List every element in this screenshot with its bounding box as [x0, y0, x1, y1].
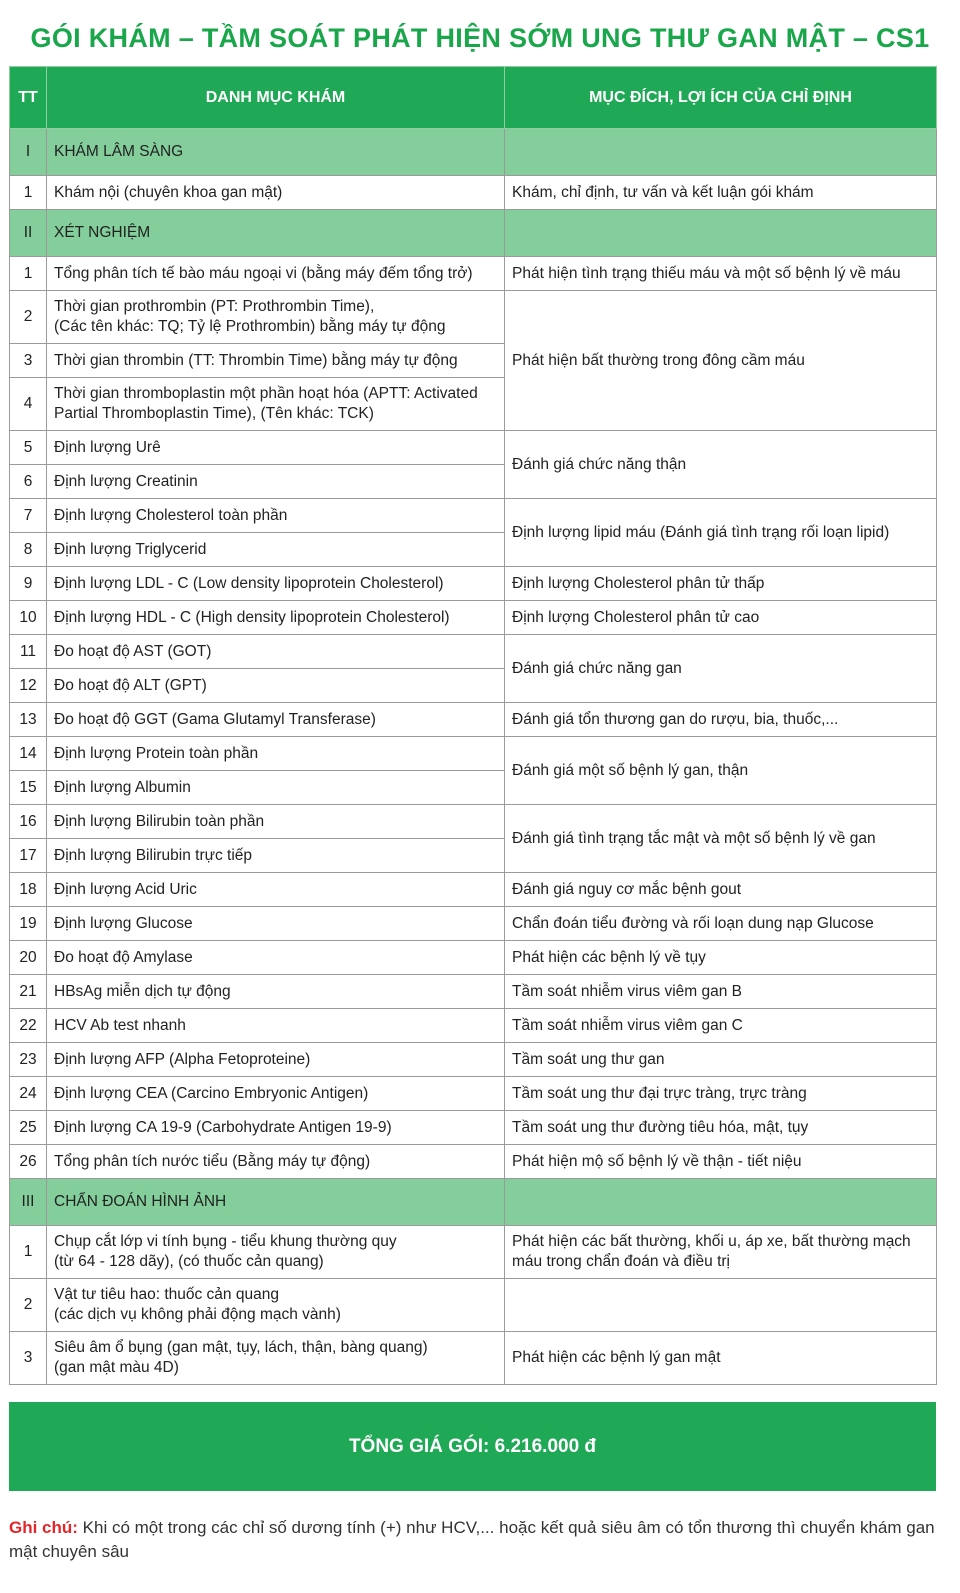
row-number: 6	[10, 465, 47, 499]
row-purpose: Phát hiện tình trạng thiếu máu và một số bệnh lý về máu	[505, 257, 937, 291]
page-title: GÓI KHÁM – TẦM SOÁT PHÁT HIỆN SỚM UNG THƯ GAN MẬT – CS1	[30, 23, 930, 53]
row-item: Tổng phân tích tế bào máu ngoại vi (bằng máy đếm tổng trở)	[47, 257, 505, 291]
table-row	[10, 1145, 937, 1179]
row-item-line: Partial Thromboplastin Time), (Tên khác: TCK)	[54, 405, 374, 422]
row-item: HCV Ab test nhanh	[47, 1009, 505, 1043]
section-row	[10, 1179, 937, 1226]
row-item: HBsAg miễn dịch tự động	[47, 975, 505, 1009]
row-item	[47, 1279, 505, 1332]
row-item-line: (các dịch vụ không phải động mạch vành)	[54, 1306, 341, 1323]
row-number: 26	[10, 1145, 47, 1179]
row-item: Định lượng AFP (Alpha Fetoproteine)	[47, 1043, 505, 1077]
row-purpose: Phát hiện bất thường trong đông cầm máu	[505, 291, 937, 431]
section-name: XÉT NGHIỆM	[47, 210, 505, 257]
row-number: 4	[10, 378, 47, 431]
row-number: 11	[10, 635, 47, 669]
row-item: Đo hoạt độ Amylase	[47, 941, 505, 975]
row-number: 13	[10, 703, 47, 737]
table-header	[10, 67, 937, 129]
row-item-line: (gan mật màu 4D)	[54, 1359, 179, 1376]
row-number: 3	[10, 344, 47, 378]
row-purpose: Tầm soát ung thư đại trực tràng, trực tràng	[505, 1077, 937, 1111]
row-number: 21	[10, 975, 47, 1009]
row-item: Định lượng Creatinin	[47, 465, 505, 499]
section-row	[10, 210, 937, 257]
row-purpose-line: máu trong chẩn đoán và điều trị	[512, 1253, 730, 1270]
table-row	[10, 1279, 937, 1332]
row-item: Định lượng HDL - C (High density lipoprotein Cholesterol)	[47, 601, 505, 635]
row-item	[47, 291, 505, 344]
section-number: II	[10, 210, 47, 257]
row-number: 5	[10, 431, 47, 465]
row-number: 10	[10, 601, 47, 635]
table-row	[10, 257, 937, 291]
row-purpose: Tầm soát nhiễm virus viêm gan B	[505, 975, 937, 1009]
row-number: 14	[10, 737, 47, 771]
row-number: 15	[10, 771, 47, 805]
row-number: 17	[10, 839, 47, 873]
row-item-line: (Các tên khác: TQ; Tỷ lệ Prothrombin) bằng máy tự động	[54, 318, 446, 335]
table-row	[10, 567, 937, 601]
section-number: III	[10, 1179, 47, 1226]
row-item: Định lượng Protein toàn phần	[47, 737, 505, 771]
table-row	[10, 601, 937, 635]
row-item	[47, 378, 505, 431]
row-purpose: Định lượng Cholesterol phân tử cao	[505, 601, 937, 635]
header-item: DANH MỤC KHÁM	[47, 67, 505, 129]
header-purpose: MỤC ĐÍCH, LỢI ÍCH CỦA CHỈ ĐỊNH	[505, 67, 937, 129]
table-row	[10, 873, 937, 907]
row-item: Định lượng CA 19-9 (Carbohydrate Antigen 19-9)	[47, 1111, 505, 1145]
section-name: CHẨN ĐOÁN HÌNH ẢNH	[47, 1179, 505, 1226]
row-item-line: Thời gian prothrombin (PT: Prothrombin Time),	[54, 298, 375, 315]
row-item-line: Thời gian thromboplastin một phần hoạt hóa (APTT: Activated	[54, 385, 478, 402]
row-purpose: Định lượng Cholesterol phân tử thấp	[505, 567, 937, 601]
table-row	[10, 941, 937, 975]
row-number: 12	[10, 669, 47, 703]
table-row	[10, 805, 937, 839]
row-purpose: Đánh giá tình trạng tắc mật và một số bệnh lý về gan	[505, 805, 937, 873]
row-purpose: Đánh giá nguy cơ mắc bệnh gout	[505, 873, 937, 907]
total-price-banner: TỔNG GIÁ GÓI: 6.216.000 đ	[9, 1402, 936, 1491]
row-number: 2	[10, 291, 47, 344]
row-number: 1	[10, 176, 47, 210]
row-item: Định lượng Triglycerid	[47, 533, 505, 567]
row-number: 22	[10, 1009, 47, 1043]
table-row	[10, 907, 937, 941]
row-item: Định lượng Glucose	[47, 907, 505, 941]
row-number: 25	[10, 1111, 47, 1145]
row-number: 20	[10, 941, 47, 975]
table-row	[10, 1009, 937, 1043]
header-tt: TT	[10, 67, 47, 129]
row-purpose-line: Phát hiện các bất thường, khối u, áp xe, bất thường mạch	[512, 1233, 911, 1250]
table-row	[10, 1077, 937, 1111]
row-number: 18	[10, 873, 47, 907]
table-row	[10, 1332, 937, 1385]
row-number: 16	[10, 805, 47, 839]
section-number: I	[10, 129, 47, 176]
row-purpose: Tầm soát ung thư đường tiêu hóa, mật, tụy	[505, 1111, 937, 1145]
row-item-line: Siêu âm ổ bụng (gan mật, tụy, lách, thận, bàng quang)	[54, 1339, 428, 1356]
row-item-line: Vật tư tiêu hao: thuốc cản quang	[54, 1286, 279, 1303]
table-row	[10, 703, 937, 737]
row-item: Định lượng Cholesterol toàn phần	[47, 499, 505, 533]
row-purpose: Đánh giá một số bệnh lý gan, thận	[505, 737, 937, 805]
row-purpose: Tầm soát ung thư gan	[505, 1043, 937, 1077]
table-row	[10, 635, 937, 669]
row-item: Định lượng Bilirubin trực tiếp	[47, 839, 505, 873]
table-row	[10, 1111, 937, 1145]
row-number: 19	[10, 907, 47, 941]
table-row	[10, 975, 937, 1009]
row-item: Đo hoạt độ ALT (GPT)	[47, 669, 505, 703]
row-item: Đo hoạt độ AST (GOT)	[47, 635, 505, 669]
row-item: Khám nội (chuyên khoa gan mật)	[47, 176, 505, 210]
note-label: Ghi chú:	[9, 1518, 78, 1537]
table-row	[10, 1043, 937, 1077]
row-purpose: Phát hiện mộ số bệnh lý về thận - tiết niệu	[505, 1145, 937, 1179]
row-purpose: Tầm soát nhiễm virus viêm gan C	[505, 1009, 937, 1043]
row-number: 23	[10, 1043, 47, 1077]
row-purpose	[505, 1226, 937, 1279]
package-table	[9, 66, 937, 1385]
row-purpose: Định lượng lipid máu (Đánh giá tình trạng rối loạn lipid)	[505, 499, 937, 567]
row-number: 7	[10, 499, 47, 533]
row-item-line: Chụp cắt lớp vi tính bụng - tiểu khung thường quy	[54, 1233, 397, 1250]
row-number: 2	[10, 1279, 47, 1332]
table-row	[10, 737, 937, 771]
table-row	[10, 431, 937, 465]
row-purpose: Đánh giá chức năng gan	[505, 635, 937, 703]
row-item: Định lượng Albumin	[47, 771, 505, 805]
section-row	[10, 129, 937, 176]
row-item: Định lượng Urê	[47, 431, 505, 465]
table-row	[10, 176, 937, 210]
row-item	[47, 1226, 505, 1279]
table-row	[10, 291, 937, 344]
section-name: KHÁM LÂM SÀNG	[47, 129, 505, 176]
row-number: 1	[10, 1226, 47, 1279]
row-number: 3	[10, 1332, 47, 1385]
row-item-line: (từ 64 - 128 dãy), (có thuốc cản quang)	[54, 1253, 324, 1270]
row-purpose: Chẩn đoán tiểu đường và rối loạn dung nạp Glucose	[505, 907, 937, 941]
row-purpose: Phát hiện các bệnh lý về tụy	[505, 941, 937, 975]
row-item: Định lượng Bilirubin toàn phần	[47, 805, 505, 839]
row-item: Định lượng CEA (Carcino Embryonic Antigen)	[47, 1077, 505, 1111]
row-purpose: Đánh giá tổn thương gan do rượu, bia, thuốc,...	[505, 703, 937, 737]
row-item: Định lượng Acid Uric	[47, 873, 505, 907]
row-number: 9	[10, 567, 47, 601]
row-purpose: Phát hiện các bệnh lý gan mật	[505, 1332, 937, 1385]
row-number: 24	[10, 1077, 47, 1111]
row-purpose	[505, 1279, 937, 1332]
row-item	[47, 1332, 505, 1385]
row-number: 8	[10, 533, 47, 567]
row-number: 1	[10, 257, 47, 291]
table-row	[10, 1226, 937, 1279]
footnote	[9, 1516, 949, 1564]
row-item: Định lượng LDL - C (Low density lipoprotein Cholesterol)	[47, 567, 505, 601]
row-purpose: Đánh giá chức năng thận	[505, 431, 937, 499]
row-item: Thời gian thrombin (TT: Thrombin Time) bằng máy tự động	[47, 344, 505, 378]
row-item: Đo hoạt độ GGT (Gama Glutamyl Transferase)	[47, 703, 505, 737]
row-purpose: Khám, chỉ định, tư vấn và kết luận gói khám	[505, 176, 937, 210]
row-item: Tổng phân tích nước tiểu (Bằng máy tự động)	[47, 1145, 505, 1179]
note-text: Khi có một trong các chỉ số dương tính (+) như HCV,... hoặc kết quả siêu âm có tổn thương thì chuyển khám gan mật chuyên sâu	[9, 1518, 935, 1561]
table-row	[10, 499, 937, 533]
